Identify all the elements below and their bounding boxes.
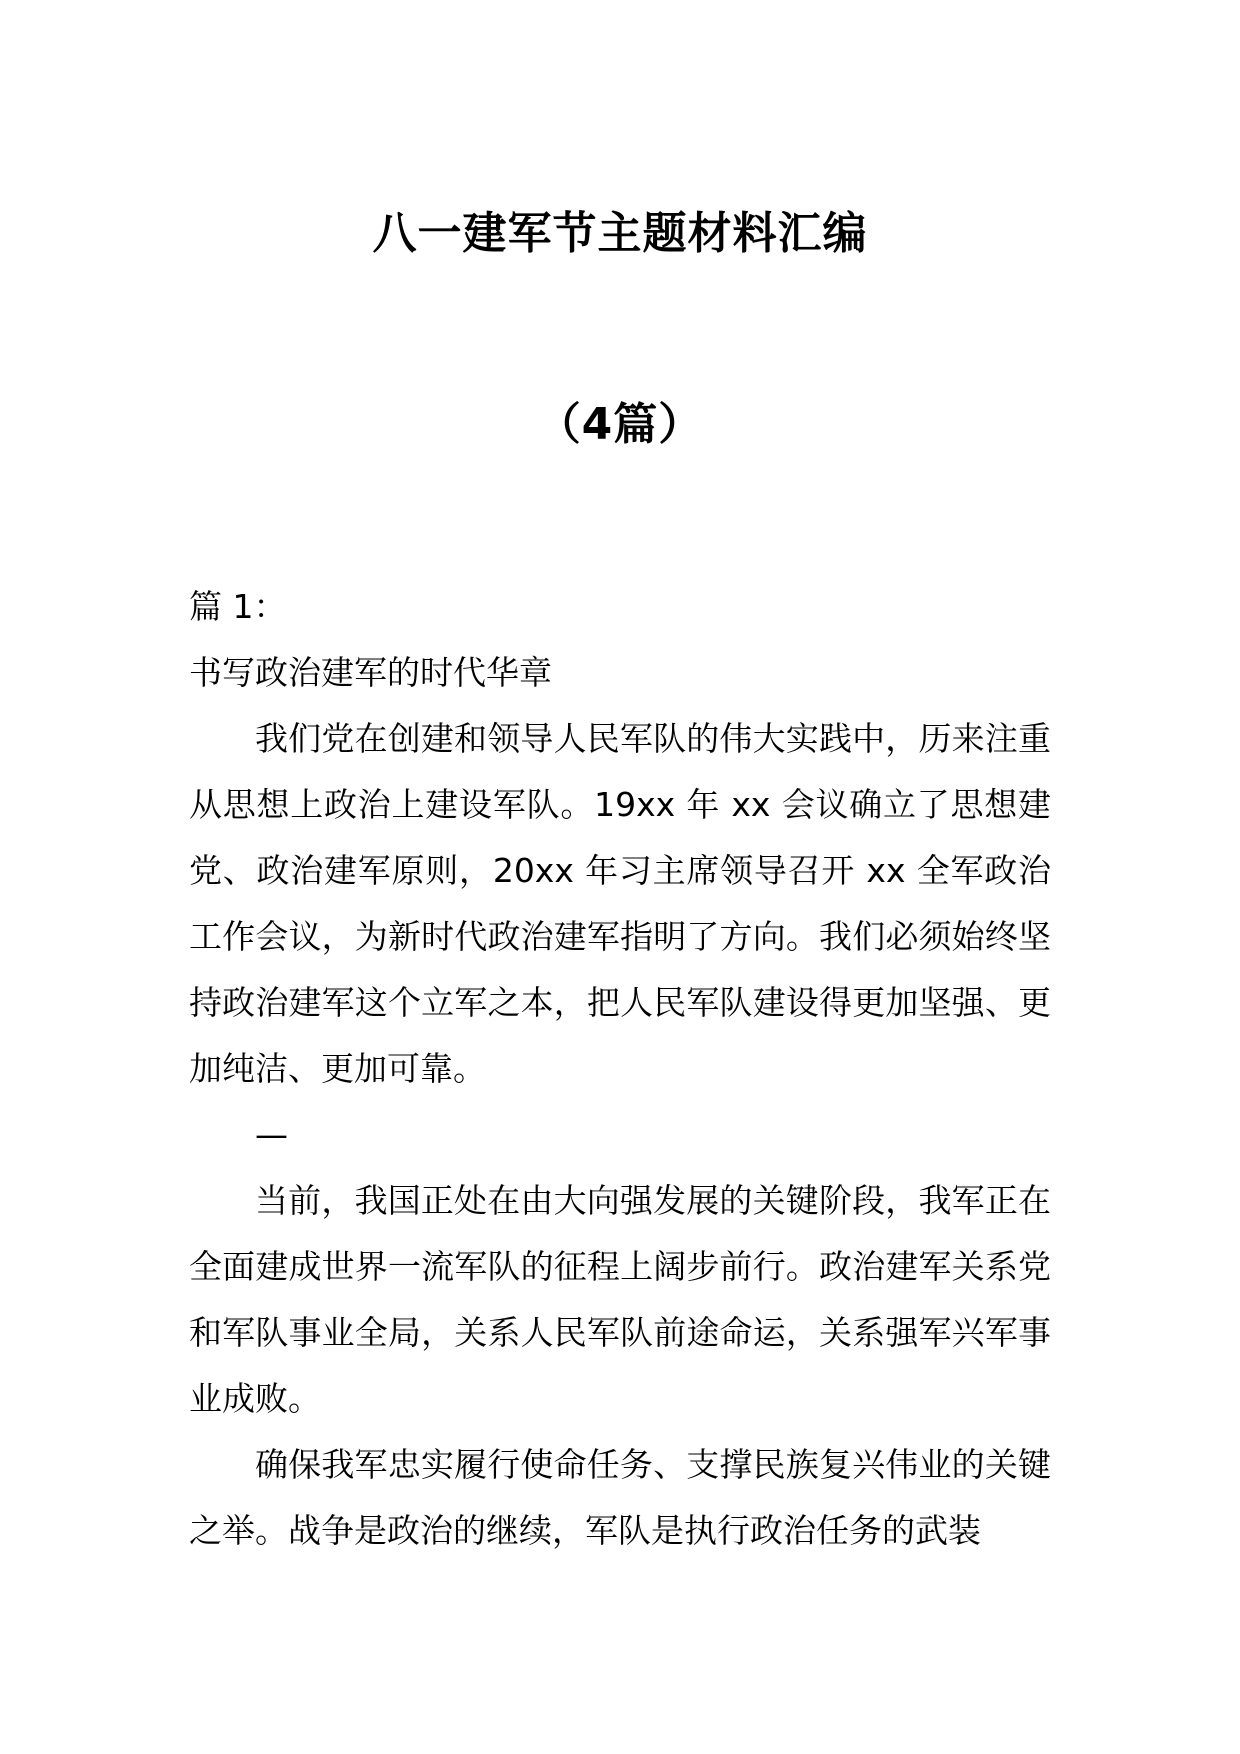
- section-heading: 书写政治建军的时代华章: [189, 653, 552, 692]
- paragraph: 确保我军忠实履行使命任务、支撑民族复兴伟业的关键之举。战争是政治的继续，军队是执行政治任务的武装: [189, 1445, 1051, 1550]
- paragraph: 我们党在创建和领导人民军队的伟大实践中，历来注重从思想上政治上建设军队。19xx 年 xx 会议确立了思想建党、政治建军原则，20xx 年习主席领导召开 xx 全军政治工作会议，为新时代政治建军指明了方向。我们必须始终坚持政治建军这个立军之本，把人民军队建设得更加坚强、更加纯洁、更加可靠。: [189, 719, 1051, 1088]
- paragraph: 当前，我国正处在由大向强发展的关键阶段，我军正在全面建成世界一流军队的征程上阔步前行。政治建军关系党和军队事业全局，关系人民军队前途命运，关系强军兴军事业成败。: [189, 1181, 1051, 1418]
- document-title: 八一建军节主题材料汇编: [372, 208, 868, 259]
- separator-dash: —: [255, 1115, 288, 1154]
- document-subtitle: （4篇）: [536, 399, 704, 450]
- document-body: [189, 574, 1051, 1564]
- section-label: 篇 1：: [189, 587, 287, 626]
